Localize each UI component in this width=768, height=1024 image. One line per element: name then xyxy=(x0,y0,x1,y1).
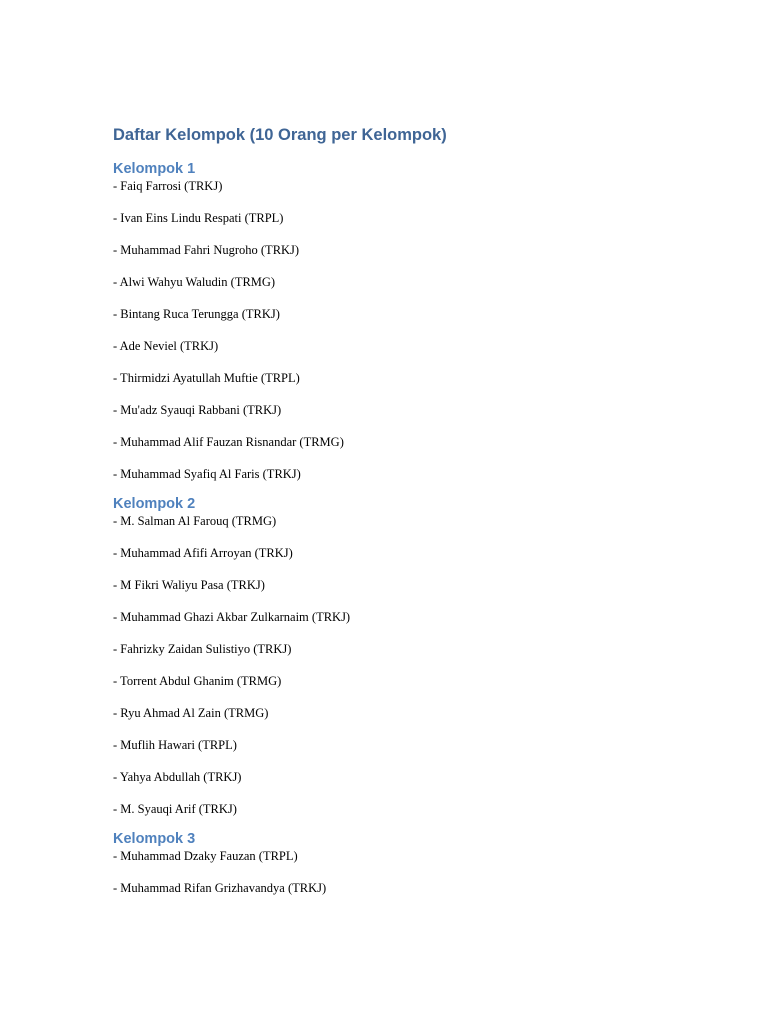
document-title: Daftar Kelompok (10 Orang per Kelompok) xyxy=(113,126,447,144)
group-heading: Kelompok 3 xyxy=(113,831,196,847)
group-heading: Kelompok 2 xyxy=(113,496,196,512)
list-item: - Ivan Eins Lindu Respati (TRPL) xyxy=(113,211,284,225)
document-page xyxy=(113,124,713,908)
group-heading: Kelompok 1 xyxy=(113,161,196,177)
list-item: - M Fikri Waliyu Pasa (TRKJ) xyxy=(113,578,265,592)
list-item: - Muhammad Rifan Grizhavandya (TRKJ) xyxy=(113,881,327,895)
list-item: - Alwi Wahyu Waludin (TRMG) xyxy=(113,275,276,289)
list-item: - Muhammad Fahri Nugroho (TRKJ) xyxy=(113,243,300,257)
list-item: - Mu'adz Syauqi Rabbani (TRKJ) xyxy=(113,403,282,417)
list-item: - M. Syauqi Arif (TRKJ) xyxy=(113,802,237,816)
list-item: - Muhammad Afifi Arroyan (TRKJ) xyxy=(113,546,293,560)
list-item: - Yahya Abdullah (TRKJ) xyxy=(113,770,242,784)
list-item: - Thirmidzi Ayatullah Muftie (TRPL) xyxy=(113,371,300,385)
list-item: - Faiq Farrosi (TRKJ) xyxy=(113,179,223,193)
list-item: - Torrent Abdul Ghanim (TRMG) xyxy=(113,674,282,688)
list-item: - Bintang Ruca Terungga (TRKJ) xyxy=(113,307,280,321)
member-list xyxy=(113,179,713,482)
member-list xyxy=(113,514,713,817)
list-item: - Ryu Ahmad Al Zain (TRMG) xyxy=(113,706,269,720)
list-item: - Ade Neviel (TRKJ) xyxy=(113,339,219,353)
group-section-2 xyxy=(113,494,713,817)
member-list xyxy=(113,849,713,896)
list-item: - Muhammad Alif Fauzan Risnandar (TRMG) xyxy=(113,435,344,449)
group-section-1 xyxy=(113,159,713,482)
list-item: - Muhammad Syafiq Al Faris (TRKJ) xyxy=(113,467,301,481)
list-item: - Muhammad Ghazi Akbar Zulkarnaim (TRKJ) xyxy=(113,610,351,624)
group-section-3 xyxy=(113,829,713,896)
list-item: - M. Salman Al Farouq (TRMG) xyxy=(113,514,277,528)
list-item: - Fahrizky Zaidan Sulistiyo (TRKJ) xyxy=(113,642,292,656)
list-item: - Muhammad Dzaky Fauzan (TRPL) xyxy=(113,849,298,863)
list-item: - Muflih Hawari (TRPL) xyxy=(113,738,237,752)
